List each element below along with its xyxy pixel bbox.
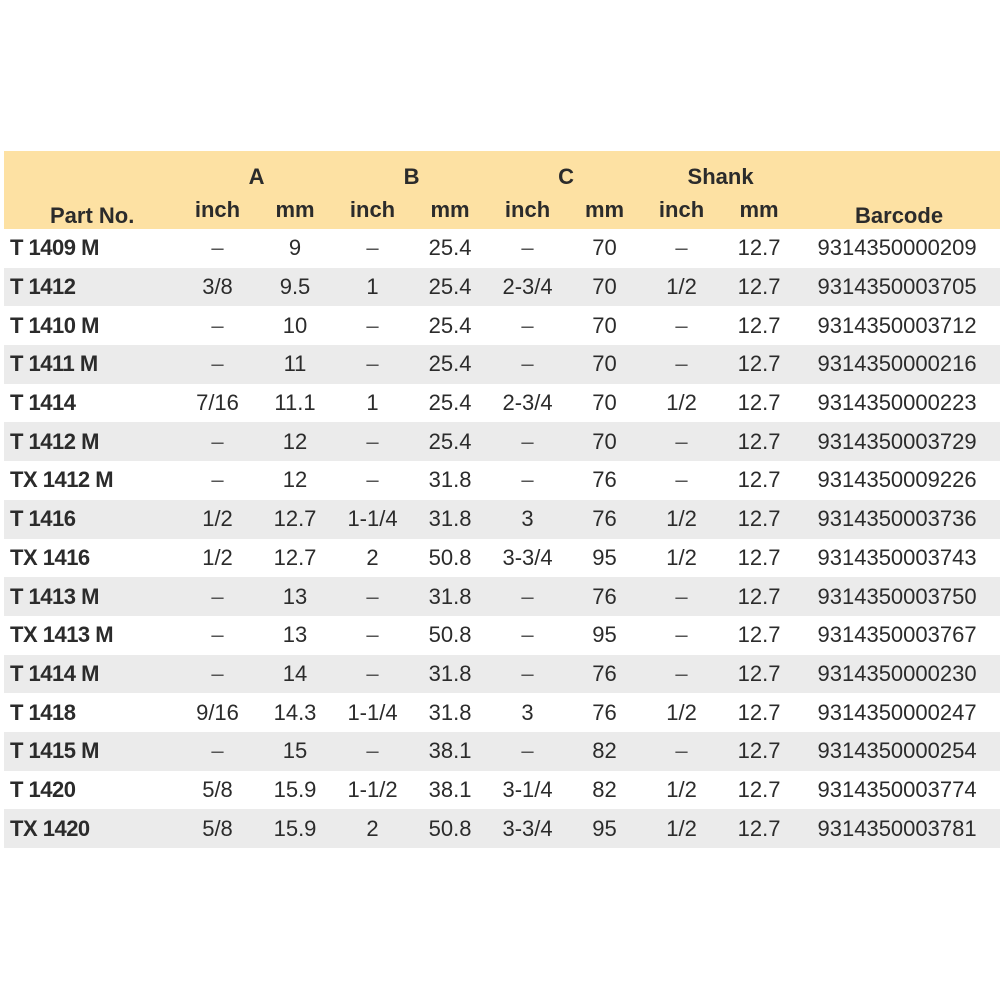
a-mm-cell: 12 bbox=[256, 422, 334, 461]
b-inch-cell: – bbox=[334, 577, 411, 616]
barcode-cell: 9314350003705 bbox=[798, 268, 1000, 307]
part-number-cell: T 1410 M bbox=[4, 306, 179, 345]
shank-mm-cell: 12.7 bbox=[720, 732, 798, 771]
shank-mm-cell: 12.7 bbox=[720, 345, 798, 384]
table-row bbox=[4, 771, 1000, 810]
part-number-cell: TX 1412 M bbox=[4, 461, 179, 500]
shank-inch-cell: – bbox=[643, 577, 720, 616]
subheader-a-mm: mm bbox=[256, 190, 334, 229]
a-inch-cell: 1/2 bbox=[179, 500, 256, 539]
b-mm-cell: 50.8 bbox=[411, 616, 489, 655]
shank-mm-cell: 12.7 bbox=[720, 500, 798, 539]
shank-mm-cell: 12.7 bbox=[720, 655, 798, 694]
a-mm-cell: 12.7 bbox=[256, 500, 334, 539]
a-mm-cell: 15.9 bbox=[256, 809, 334, 848]
b-mm-cell: 25.4 bbox=[411, 384, 489, 423]
part-number-cell: TX 1416 bbox=[4, 539, 179, 578]
part-number-cell: TX 1420 bbox=[4, 809, 179, 848]
c-mm-cell: 70 bbox=[566, 384, 643, 423]
shank-mm-cell: 12.7 bbox=[720, 461, 798, 500]
barcode-cell: 9314350003736 bbox=[798, 500, 1000, 539]
shank-mm-cell: 12.7 bbox=[720, 693, 798, 732]
table-row bbox=[4, 229, 1000, 268]
b-mm-cell: 31.8 bbox=[411, 577, 489, 616]
subheader-shank-inch: inch bbox=[643, 190, 720, 229]
b-inch-cell: – bbox=[334, 732, 411, 771]
barcode-cell: 9314350003781 bbox=[798, 809, 1000, 848]
barcode-cell: 9314350003774 bbox=[798, 771, 1000, 810]
part-number-cell: T 1420 bbox=[4, 771, 179, 810]
part-number-cell: T 1414 M bbox=[4, 655, 179, 694]
c-mm-cell: 76 bbox=[566, 693, 643, 732]
c-mm-cell: 76 bbox=[566, 500, 643, 539]
a-mm-cell: 13 bbox=[256, 616, 334, 655]
c-mm-cell: 76 bbox=[566, 577, 643, 616]
part-number-cell: T 1414 bbox=[4, 384, 179, 423]
b-inch-cell: – bbox=[334, 655, 411, 694]
barcode-cell: 9314350000216 bbox=[798, 345, 1000, 384]
c-inch-cell: 3-1/4 bbox=[489, 771, 566, 810]
part-number-cell: T 1412 bbox=[4, 268, 179, 307]
a-inch-cell: – bbox=[179, 345, 256, 384]
c-inch-cell: – bbox=[489, 229, 566, 268]
table-row bbox=[4, 577, 1000, 616]
b-inch-cell: – bbox=[334, 616, 411, 655]
c-mm-cell: 70 bbox=[566, 306, 643, 345]
shank-inch-cell: 1/2 bbox=[643, 384, 720, 423]
table-row bbox=[4, 809, 1000, 848]
a-inch-cell: – bbox=[179, 577, 256, 616]
shank-inch-cell: – bbox=[643, 461, 720, 500]
b-mm-cell: 50.8 bbox=[411, 809, 489, 848]
c-inch-cell: – bbox=[489, 422, 566, 461]
barcode-cell: 9314350000230 bbox=[798, 655, 1000, 694]
a-inch-cell: 3/8 bbox=[179, 268, 256, 307]
shank-inch-cell: 1/2 bbox=[643, 539, 720, 578]
spec-table bbox=[4, 151, 1000, 848]
shank-inch-cell: – bbox=[643, 616, 720, 655]
part-number-cell: TX 1413 M bbox=[4, 616, 179, 655]
table-row bbox=[4, 539, 1000, 578]
a-mm-cell: 11.1 bbox=[256, 384, 334, 423]
shank-inch-cell: 1/2 bbox=[643, 693, 720, 732]
subheader-c-mm: mm bbox=[566, 190, 643, 229]
barcode-cell: 9314350000209 bbox=[798, 229, 1000, 268]
c-mm-cell: 95 bbox=[566, 616, 643, 655]
a-mm-cell: 9 bbox=[256, 229, 334, 268]
b-mm-cell: 31.8 bbox=[411, 500, 489, 539]
barcode-cell: 9314350003743 bbox=[798, 539, 1000, 578]
a-mm-cell: 9.5 bbox=[256, 268, 334, 307]
shank-mm-cell: 12.7 bbox=[720, 809, 798, 848]
b-inch-cell: 1-1/4 bbox=[334, 693, 411, 732]
barcode-cell: 9314350000247 bbox=[798, 693, 1000, 732]
header-shank: Shank bbox=[643, 151, 798, 190]
shank-inch-cell: 1/2 bbox=[643, 809, 720, 848]
c-inch-cell: 3 bbox=[489, 500, 566, 539]
table-row bbox=[4, 345, 1000, 384]
a-mm-cell: 10 bbox=[256, 306, 334, 345]
shank-inch-cell: – bbox=[643, 345, 720, 384]
shank-inch-cell: 1/2 bbox=[643, 500, 720, 539]
shank-inch-cell: – bbox=[643, 655, 720, 694]
b-mm-cell: 31.8 bbox=[411, 655, 489, 694]
shank-mm-cell: 12.7 bbox=[720, 616, 798, 655]
a-inch-cell: – bbox=[179, 732, 256, 771]
shank-mm-cell: 12.7 bbox=[720, 539, 798, 578]
b-inch-cell: 2 bbox=[334, 539, 411, 578]
shank-inch-cell: – bbox=[643, 422, 720, 461]
c-mm-cell: 95 bbox=[566, 809, 643, 848]
b-mm-cell: 38.1 bbox=[411, 771, 489, 810]
barcode-cell: 9314350000223 bbox=[798, 384, 1000, 423]
part-number-cell: T 1412 M bbox=[4, 422, 179, 461]
b-inch-cell: 2 bbox=[334, 809, 411, 848]
shank-mm-cell: 12.7 bbox=[720, 306, 798, 345]
shank-inch-cell: – bbox=[643, 306, 720, 345]
table-row bbox=[4, 616, 1000, 655]
b-mm-cell: 25.4 bbox=[411, 306, 489, 345]
b-inch-cell: 1 bbox=[334, 384, 411, 423]
c-inch-cell: – bbox=[489, 732, 566, 771]
barcode-cell: 9314350003750 bbox=[798, 577, 1000, 616]
b-mm-cell: 25.4 bbox=[411, 229, 489, 268]
subheader-b-mm: mm bbox=[411, 190, 489, 229]
a-mm-cell: 12 bbox=[256, 461, 334, 500]
c-mm-cell: 76 bbox=[566, 655, 643, 694]
part-number-cell: T 1418 bbox=[4, 693, 179, 732]
header-barcode: Barcode bbox=[798, 151, 1000, 229]
c-inch-cell: – bbox=[489, 577, 566, 616]
c-mm-cell: 82 bbox=[566, 732, 643, 771]
part-number-cell: T 1411 M bbox=[4, 345, 179, 384]
shank-inch-cell: – bbox=[643, 229, 720, 268]
subheader-b-inch: inch bbox=[334, 190, 411, 229]
shank-inch-cell: – bbox=[643, 732, 720, 771]
shank-inch-cell: 1/2 bbox=[643, 771, 720, 810]
b-inch-cell: 1-1/2 bbox=[334, 771, 411, 810]
b-inch-cell: – bbox=[334, 229, 411, 268]
a-inch-cell: – bbox=[179, 461, 256, 500]
c-mm-cell: 70 bbox=[566, 345, 643, 384]
barcode-cell: 9314350003712 bbox=[798, 306, 1000, 345]
table-row bbox=[4, 306, 1000, 345]
b-mm-cell: 50.8 bbox=[411, 539, 489, 578]
b-mm-cell: 31.8 bbox=[411, 693, 489, 732]
shank-mm-cell: 12.7 bbox=[720, 771, 798, 810]
header-part-no: Part No. bbox=[4, 151, 179, 229]
part-number-cell: T 1409 M bbox=[4, 229, 179, 268]
shank-mm-cell: 12.7 bbox=[720, 268, 798, 307]
c-inch-cell: – bbox=[489, 655, 566, 694]
b-inch-cell: – bbox=[334, 306, 411, 345]
header-a: A bbox=[179, 151, 334, 190]
a-inch-cell: – bbox=[179, 655, 256, 694]
shank-mm-cell: 12.7 bbox=[720, 229, 798, 268]
a-mm-cell: 15 bbox=[256, 732, 334, 771]
barcode-cell: 9314350003729 bbox=[798, 422, 1000, 461]
c-mm-cell: 70 bbox=[566, 229, 643, 268]
table-header bbox=[4, 151, 1000, 229]
b-inch-cell: – bbox=[334, 422, 411, 461]
c-mm-cell: 76 bbox=[566, 461, 643, 500]
c-mm-cell: 82 bbox=[566, 771, 643, 810]
subheader-c-inch: inch bbox=[489, 190, 566, 229]
table-row bbox=[4, 655, 1000, 694]
a-inch-cell: 5/8 bbox=[179, 809, 256, 848]
a-mm-cell: 12.7 bbox=[256, 539, 334, 578]
b-mm-cell: 38.1 bbox=[411, 732, 489, 771]
c-inch-cell: 3-3/4 bbox=[489, 809, 566, 848]
barcode-cell: 9314350000254 bbox=[798, 732, 1000, 771]
table-row bbox=[4, 461, 1000, 500]
subheader-a-inch: inch bbox=[179, 190, 256, 229]
part-number-cell: T 1413 M bbox=[4, 577, 179, 616]
b-inch-cell: 1 bbox=[334, 268, 411, 307]
table-row bbox=[4, 500, 1000, 539]
table-row bbox=[4, 268, 1000, 307]
a-inch-cell: 7/16 bbox=[179, 384, 256, 423]
c-inch-cell: 2-3/4 bbox=[489, 268, 566, 307]
b-inch-cell: – bbox=[334, 345, 411, 384]
shank-mm-cell: 12.7 bbox=[720, 577, 798, 616]
c-inch-cell: – bbox=[489, 461, 566, 500]
b-inch-cell: – bbox=[334, 461, 411, 500]
table-row bbox=[4, 384, 1000, 423]
c-mm-cell: 70 bbox=[566, 268, 643, 307]
a-mm-cell: 14.3 bbox=[256, 693, 334, 732]
a-inch-cell: – bbox=[179, 422, 256, 461]
a-mm-cell: 11 bbox=[256, 345, 334, 384]
c-inch-cell: – bbox=[489, 616, 566, 655]
a-inch-cell: 1/2 bbox=[179, 539, 256, 578]
c-mm-cell: 95 bbox=[566, 539, 643, 578]
c-inch-cell: 2-3/4 bbox=[489, 384, 566, 423]
barcode-cell: 9314350003767 bbox=[798, 616, 1000, 655]
b-mm-cell: 25.4 bbox=[411, 345, 489, 384]
c-mm-cell: 70 bbox=[566, 422, 643, 461]
b-mm-cell: 25.4 bbox=[411, 422, 489, 461]
table-body bbox=[4, 229, 1000, 848]
shank-mm-cell: 12.7 bbox=[720, 422, 798, 461]
shank-mm-cell: 12.7 bbox=[720, 384, 798, 423]
header-c: C bbox=[489, 151, 643, 190]
table-row bbox=[4, 732, 1000, 771]
a-inch-cell: – bbox=[179, 229, 256, 268]
c-inch-cell: – bbox=[489, 345, 566, 384]
subheader-shank-mm: mm bbox=[720, 190, 798, 229]
table-row bbox=[4, 693, 1000, 732]
barcode-cell: 9314350009226 bbox=[798, 461, 1000, 500]
a-inch-cell: 9/16 bbox=[179, 693, 256, 732]
a-inch-cell: – bbox=[179, 616, 256, 655]
c-inch-cell: – bbox=[489, 306, 566, 345]
a-inch-cell: – bbox=[179, 306, 256, 345]
b-inch-cell: 1-1/4 bbox=[334, 500, 411, 539]
shank-inch-cell: 1/2 bbox=[643, 268, 720, 307]
a-mm-cell: 14 bbox=[256, 655, 334, 694]
a-inch-cell: 5/8 bbox=[179, 771, 256, 810]
table-row bbox=[4, 422, 1000, 461]
c-inch-cell: 3 bbox=[489, 693, 566, 732]
part-number-cell: T 1415 M bbox=[4, 732, 179, 771]
b-mm-cell: 31.8 bbox=[411, 461, 489, 500]
a-mm-cell: 15.9 bbox=[256, 771, 334, 810]
b-mm-cell: 25.4 bbox=[411, 268, 489, 307]
c-inch-cell: 3-3/4 bbox=[489, 539, 566, 578]
part-number-cell: T 1416 bbox=[4, 500, 179, 539]
header-b: B bbox=[334, 151, 489, 190]
a-mm-cell: 13 bbox=[256, 577, 334, 616]
